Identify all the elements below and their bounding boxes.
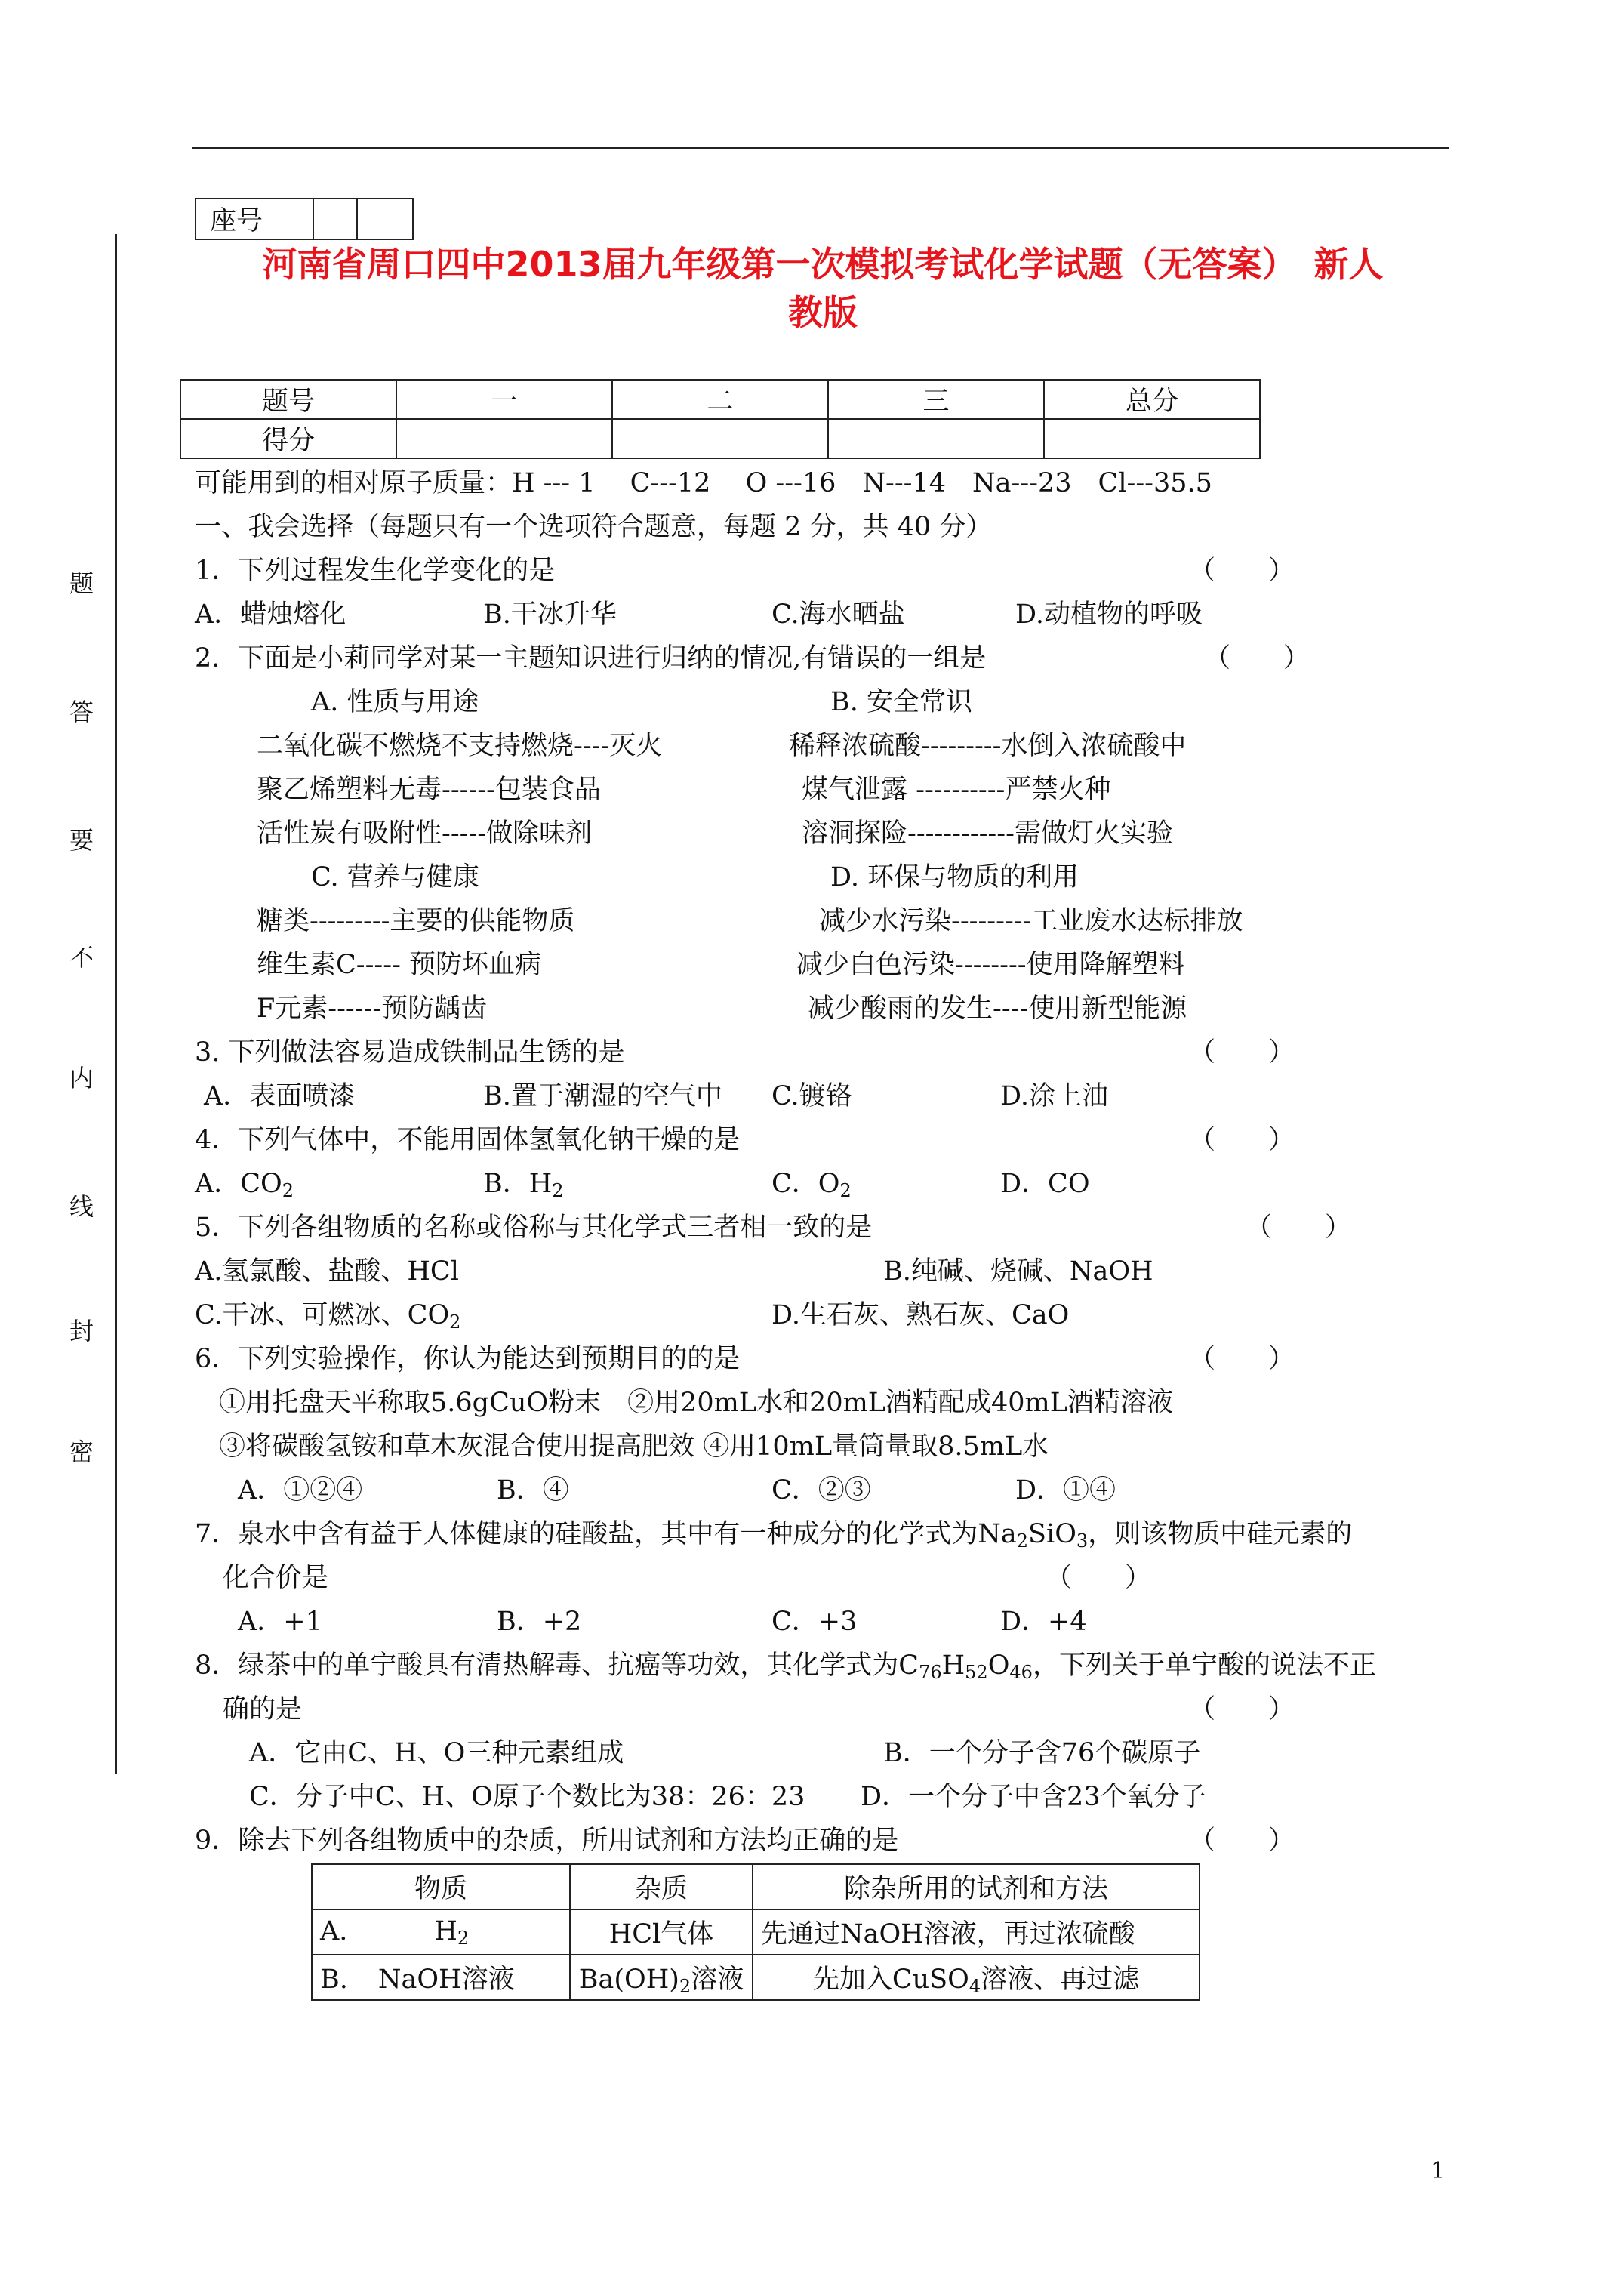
q2-a-item: 二氧化碳不燃烧不支持燃烧----灭火	[257, 731, 663, 761]
q2-a-item: 聚乙烯塑料无毒------包装食品	[257, 775, 601, 805]
seat-number-box	[195, 198, 414, 240]
page-number: 1	[1431, 2158, 1446, 2184]
q2-b-item: 稀释浓硫酸---------水倒入浓硫酸中	[789, 731, 1187, 761]
q7-stem: 7．泉水中含有益于人体健康的硅酸盐，其中有一种成分的化学式为$Na_2SiO_3$，则该物质中硅元素的	[195, 1519, 1353, 1552]
q4-stem: 4．下列气体中，不能用固体氢氧化钠干燥的是	[195, 1125, 741, 1155]
score-row-label: 得分	[180, 419, 396, 458]
q5-option-a: A.氢氯酸、盐酸、HCl	[195, 1256, 459, 1287]
q7-option-a: A．+1	[238, 1607, 322, 1637]
q8-stem: 8．绿茶中的单宁酸具有清热解毒、抗癌等功效，其化学式为$C_{76}H_{52}O_{46}$，下列关于单宁酸的说法不正	[195, 1650, 1376, 1683]
q3-stem: 3. 下列做法容易造成铁制品生锈的是	[195, 1037, 625, 1068]
binding-line	[115, 234, 117, 1774]
q8-option-b: B．一个分子含76个碳原子	[883, 1738, 1201, 1768]
q6-option-d: D．①④	[1015, 1475, 1116, 1505]
q7-option-d: D．+4	[1000, 1607, 1087, 1637]
q7-stem-cont: 化合价是	[223, 1563, 329, 1593]
q2-a-title: A. 性质与用途	[311, 687, 479, 717]
q4-option-c: C．$O_2$	[771, 1169, 852, 1201]
page-title: 河南省周口四中2013届九年级第一次模拟考试化学试题（无答案） 新人	[262, 244, 1384, 285]
q6-option-c: C．②③	[771, 1475, 871, 1505]
q2-b-title: B. 安全常识	[830, 687, 972, 717]
q2-d-item: 减少白色污染--------使用降解塑料	[796, 950, 1185, 980]
q6-statement: ③将碳酸氢铵和草木灰混合使用提高肥效 ④用10mL量筒量取8.5mL水	[219, 1432, 1049, 1462]
margin-char: 内	[69, 1064, 94, 1093]
q6-option-a: A．①②④	[238, 1475, 363, 1505]
q6-stem: 6．下列实验操作，你认为能达到预期目的的是	[195, 1344, 741, 1374]
q8-option-a: A．它由C、H、O三种元素组成	[249, 1738, 624, 1768]
answer-paren[interactable]: （ ）	[1046, 1563, 1152, 1593]
score-header: 二	[612, 380, 828, 419]
q2-c-item: 糖类---------主要的供能物质	[257, 906, 575, 936]
q4-option-d: D．CO	[1000, 1169, 1090, 1199]
margin-char: 不	[69, 943, 94, 972]
seat-label: 座号	[196, 199, 313, 239]
q1-option-d: D.动植物的呼吸	[1015, 599, 1203, 630]
q8-option-d: D．一个分子中含23个氧分子	[861, 1782, 1206, 1812]
table-cell: $Ba(OH)_2$溶液	[570, 1955, 753, 2000]
margin-char: 密	[69, 1438, 94, 1466]
q2-stem: 2．下面是小莉同学对某一主题知识进行归纳的情况,有错误的一组是	[195, 643, 987, 673]
table-cell: B. NaOH溶液	[312, 1955, 570, 2000]
q7-option-b: B．+2	[497, 1607, 582, 1637]
q2-d-item: 减少水污染---------工业废水达标排放	[819, 906, 1243, 936]
table-cell: 先加入CuSO$_4$溶液、再过滤	[753, 1955, 1200, 2000]
q5-stem: 5．下列各组物质的名称或俗称与其化学式三者相一致的是	[195, 1213, 873, 1243]
q2-c-item: 维生素C----- 预防坏血病	[257, 950, 542, 980]
q2-d-title: D. 环保与物质的利用	[830, 862, 1079, 892]
answer-paren[interactable]: （ ）	[1204, 643, 1310, 673]
q2-d-item: 减少酸雨的发生----使用新型能源	[808, 994, 1187, 1024]
q2-b-item: 溶洞探险------------需做灯火实验	[802, 818, 1173, 849]
q4-option-a: A．$CO_2$	[195, 1169, 294, 1201]
section-header: 一、我会选择（每题只有一个选项符合题意，每题 2 分，共 40 分）	[195, 512, 993, 542]
score-header: 题号	[180, 380, 396, 419]
score-table	[180, 379, 1261, 459]
page-title-line2: 教版	[788, 292, 858, 333]
seat-cell[interactable]	[357, 199, 413, 239]
answer-paren[interactable]: （ ）	[1189, 556, 1295, 586]
q3-option-c: C.镀铬	[771, 1081, 852, 1111]
q1-stem: 1．下列过程发生化学变化的是	[195, 556, 556, 586]
table-header: 杂质	[570, 1864, 753, 1909]
margin-char: 封	[69, 1317, 94, 1345]
q5-option-c: C.干冰、可燃冰、$CO_2$	[195, 1300, 461, 1333]
q6-statement: ①用托盘天平称取5.6gCuO粉末 ②用20mL水和20mL酒精配成40mL酒精溶液	[219, 1388, 1173, 1418]
table-header: 除杂所用的试剂和方法	[753, 1864, 1200, 1909]
q1-option-c: C.海水晒盐	[771, 599, 905, 630]
answer-paren[interactable]: （ ）	[1189, 1694, 1295, 1724]
q3-option-b: B.置于潮湿的空气中	[483, 1081, 722, 1111]
score-cell[interactable]	[1044, 419, 1260, 458]
table-row	[312, 1955, 1200, 2000]
q3-option-d: D.涂上油	[1000, 1081, 1108, 1111]
table-cell: HCl气体	[570, 1909, 753, 1955]
q2-c-item: F元素------预防龋齿	[257, 994, 488, 1024]
table-cell: 先通过NaOH溶液，再过浓硫酸	[753, 1909, 1200, 1955]
margin-char: 题	[69, 569, 94, 598]
q8-stem-cont: 确的是	[223, 1694, 303, 1724]
q5-option-d: D.生石灰、熟石灰、CaO	[771, 1300, 1070, 1330]
q5-option-b: B.纯碱、烧碱、NaOH	[883, 1256, 1153, 1287]
q3-option-a: A．表面喷漆	[204, 1081, 356, 1111]
table-row	[312, 1909, 1200, 1955]
q6-option-b: B．④	[497, 1475, 569, 1505]
answer-paren[interactable]: （ ）	[1246, 1213, 1352, 1243]
answer-paren[interactable]: （ ）	[1189, 1125, 1295, 1155]
score-cell[interactable]	[828, 419, 1044, 458]
answer-paren[interactable]: （ ）	[1189, 1826, 1295, 1856]
score-header: 三	[828, 380, 1044, 419]
table-cell: A. $H_2$	[312, 1909, 570, 1955]
atomic-masses: 可能用到的相对原子质量：H --- 1 C---12 O ---16 N---14 Na---23 Cl---35.5	[195, 468, 1212, 498]
q4-option-b: B．$H_2$	[483, 1169, 564, 1201]
q8-option-c: C．分子中C、H、O原子个数比为38：26：23	[249, 1782, 805, 1812]
score-cell[interactable]	[396, 419, 612, 458]
impurity-table	[311, 1863, 1200, 2001]
q2-b-item: 煤气泄露 ----------严禁火种	[802, 775, 1111, 805]
seat-cell[interactable]	[313, 199, 357, 239]
margin-char: 答	[69, 698, 94, 726]
score-cell[interactable]	[612, 419, 828, 458]
answer-paren[interactable]: （ ）	[1189, 1344, 1295, 1374]
q7-option-c: C．+3	[771, 1607, 858, 1637]
score-header: 一	[396, 380, 612, 419]
q9-stem: 9．除去下列各组物质中的杂质，所用试剂和方法均正确的是	[195, 1826, 899, 1856]
header-rule	[192, 147, 1449, 149]
table-header: 物质	[312, 1864, 570, 1909]
answer-paren[interactable]: （ ）	[1189, 1037, 1295, 1068]
q1-option-b: B.干冰升华	[483, 599, 617, 630]
q2-c-title: C. 营养与健康	[311, 862, 479, 892]
margin-char: 线	[69, 1192, 94, 1221]
q1-option-a: A．蜡烛熔化	[195, 599, 346, 630]
margin-char: 要	[69, 826, 94, 855]
score-header: 总分	[1044, 380, 1260, 419]
q2-a-item: 活性炭有吸附性-----做除味剂	[257, 818, 593, 849]
